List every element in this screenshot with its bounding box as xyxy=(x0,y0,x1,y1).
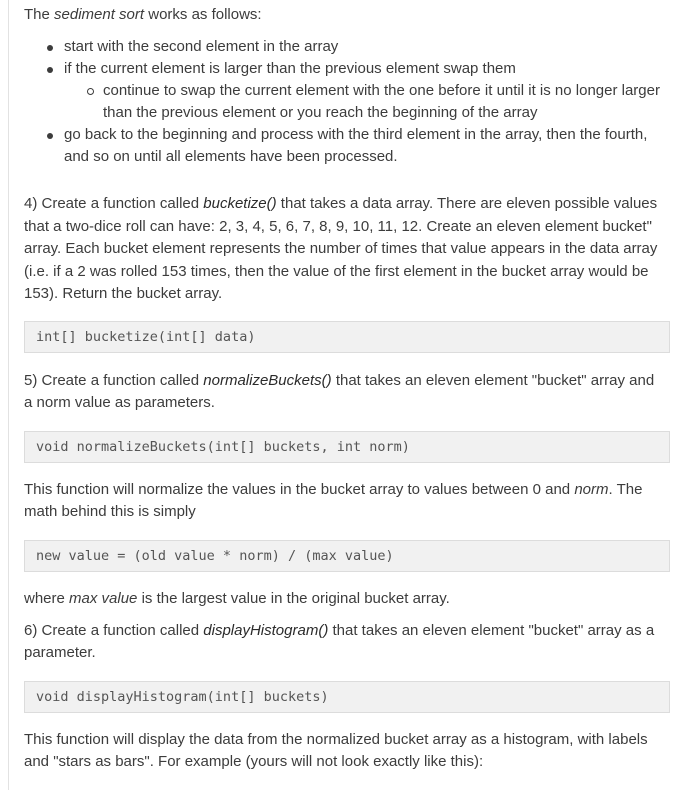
step5-explanation xyxy=(24,479,672,523)
bullet-item-3 xyxy=(24,124,674,168)
step5-function-name: normalizeBuckets() xyxy=(203,372,332,389)
step5-paragraph xyxy=(24,370,664,414)
step6-function-name: displayHistogram() xyxy=(203,622,329,639)
max-value-note xyxy=(24,588,672,610)
step4-suffix: that takes a data array. There are eleven possible values that a two-dice roll can have: 2, 3, 4, 5, 6, 7, 8, 9, 10, 11, 12. Create an eleven element bucket" array. Each bucket element represents the number of times that value appears in the data array (i.e. if a 2 was rolled 153 times, then the value of the first element in the bucket array would be 153). Return the bucket array. xyxy=(24,195,658,302)
sub-bullet-item-1 xyxy=(24,80,674,124)
intro-prefix: The xyxy=(24,6,55,23)
step4-code-block: int[] bucketize(int[] data) xyxy=(24,321,670,353)
step6-explanation xyxy=(24,729,664,773)
where-emphasis: max value xyxy=(69,590,138,607)
intro-emphasis: sediment sort xyxy=(54,6,145,23)
left-border-rule xyxy=(8,0,9,790)
intro-suffix: works as follows: xyxy=(144,6,262,23)
bullet-item-2 xyxy=(24,58,674,124)
step4-function-name: bucketize() xyxy=(203,195,277,212)
bullet-text-1: start with the second element in the array xyxy=(64,38,339,55)
formula-code-block: new value = (old value * norm) / (max value) xyxy=(24,540,670,572)
step4-paragraph xyxy=(24,193,672,306)
sub-bullet-text-1: continue to swap the current element with the one before it until it is no longer larger than the previous element or you reach the beginning of the array xyxy=(103,82,660,121)
where-prefix: where xyxy=(24,590,70,607)
bullet-item-1 xyxy=(24,36,674,58)
step5-suffix: that takes an eleven element "bucket" array and a norm value as parameters. xyxy=(24,372,655,411)
step5-prefix: 5) Create a function called xyxy=(24,372,204,389)
step5-explain-emphasis: norm xyxy=(574,481,609,498)
bullet-list xyxy=(24,36,674,168)
step6-code-block: void displayHistogram(int[] buckets) xyxy=(24,681,670,713)
step5-code-block: void normalizeBuckets(int[] buckets, int norm) xyxy=(24,431,670,463)
step5-explain-suffix: . The math behind this is simply xyxy=(24,481,643,520)
intro-paragraph xyxy=(24,4,674,26)
step6-prefix: 6) Create a function called xyxy=(24,622,204,639)
where-suffix: is the largest value in the original bucket array. xyxy=(137,590,450,607)
sub-bullet-list xyxy=(64,80,674,124)
step5-explain-prefix: This function will normalize the values in the bucket array to values between 0 and xyxy=(24,481,575,498)
step6-suffix: that takes an eleven element "bucket" array as a parameter. xyxy=(24,622,655,661)
step6-paragraph xyxy=(24,620,672,664)
bullet-text-2: if the current element is larger than the previous element swap them xyxy=(64,60,516,77)
step6-explain-text: This function will display the data from the normalized bucket array as a histogram, with labels and "stars as bars". For example (yours will not look exactly like this): xyxy=(24,731,648,770)
bullet-text-3: go back to the beginning and process with the third element in the array, then the fourth, and so on until all elements have been processed. xyxy=(64,126,648,165)
step4-prefix: 4) Create a function called xyxy=(24,195,204,212)
